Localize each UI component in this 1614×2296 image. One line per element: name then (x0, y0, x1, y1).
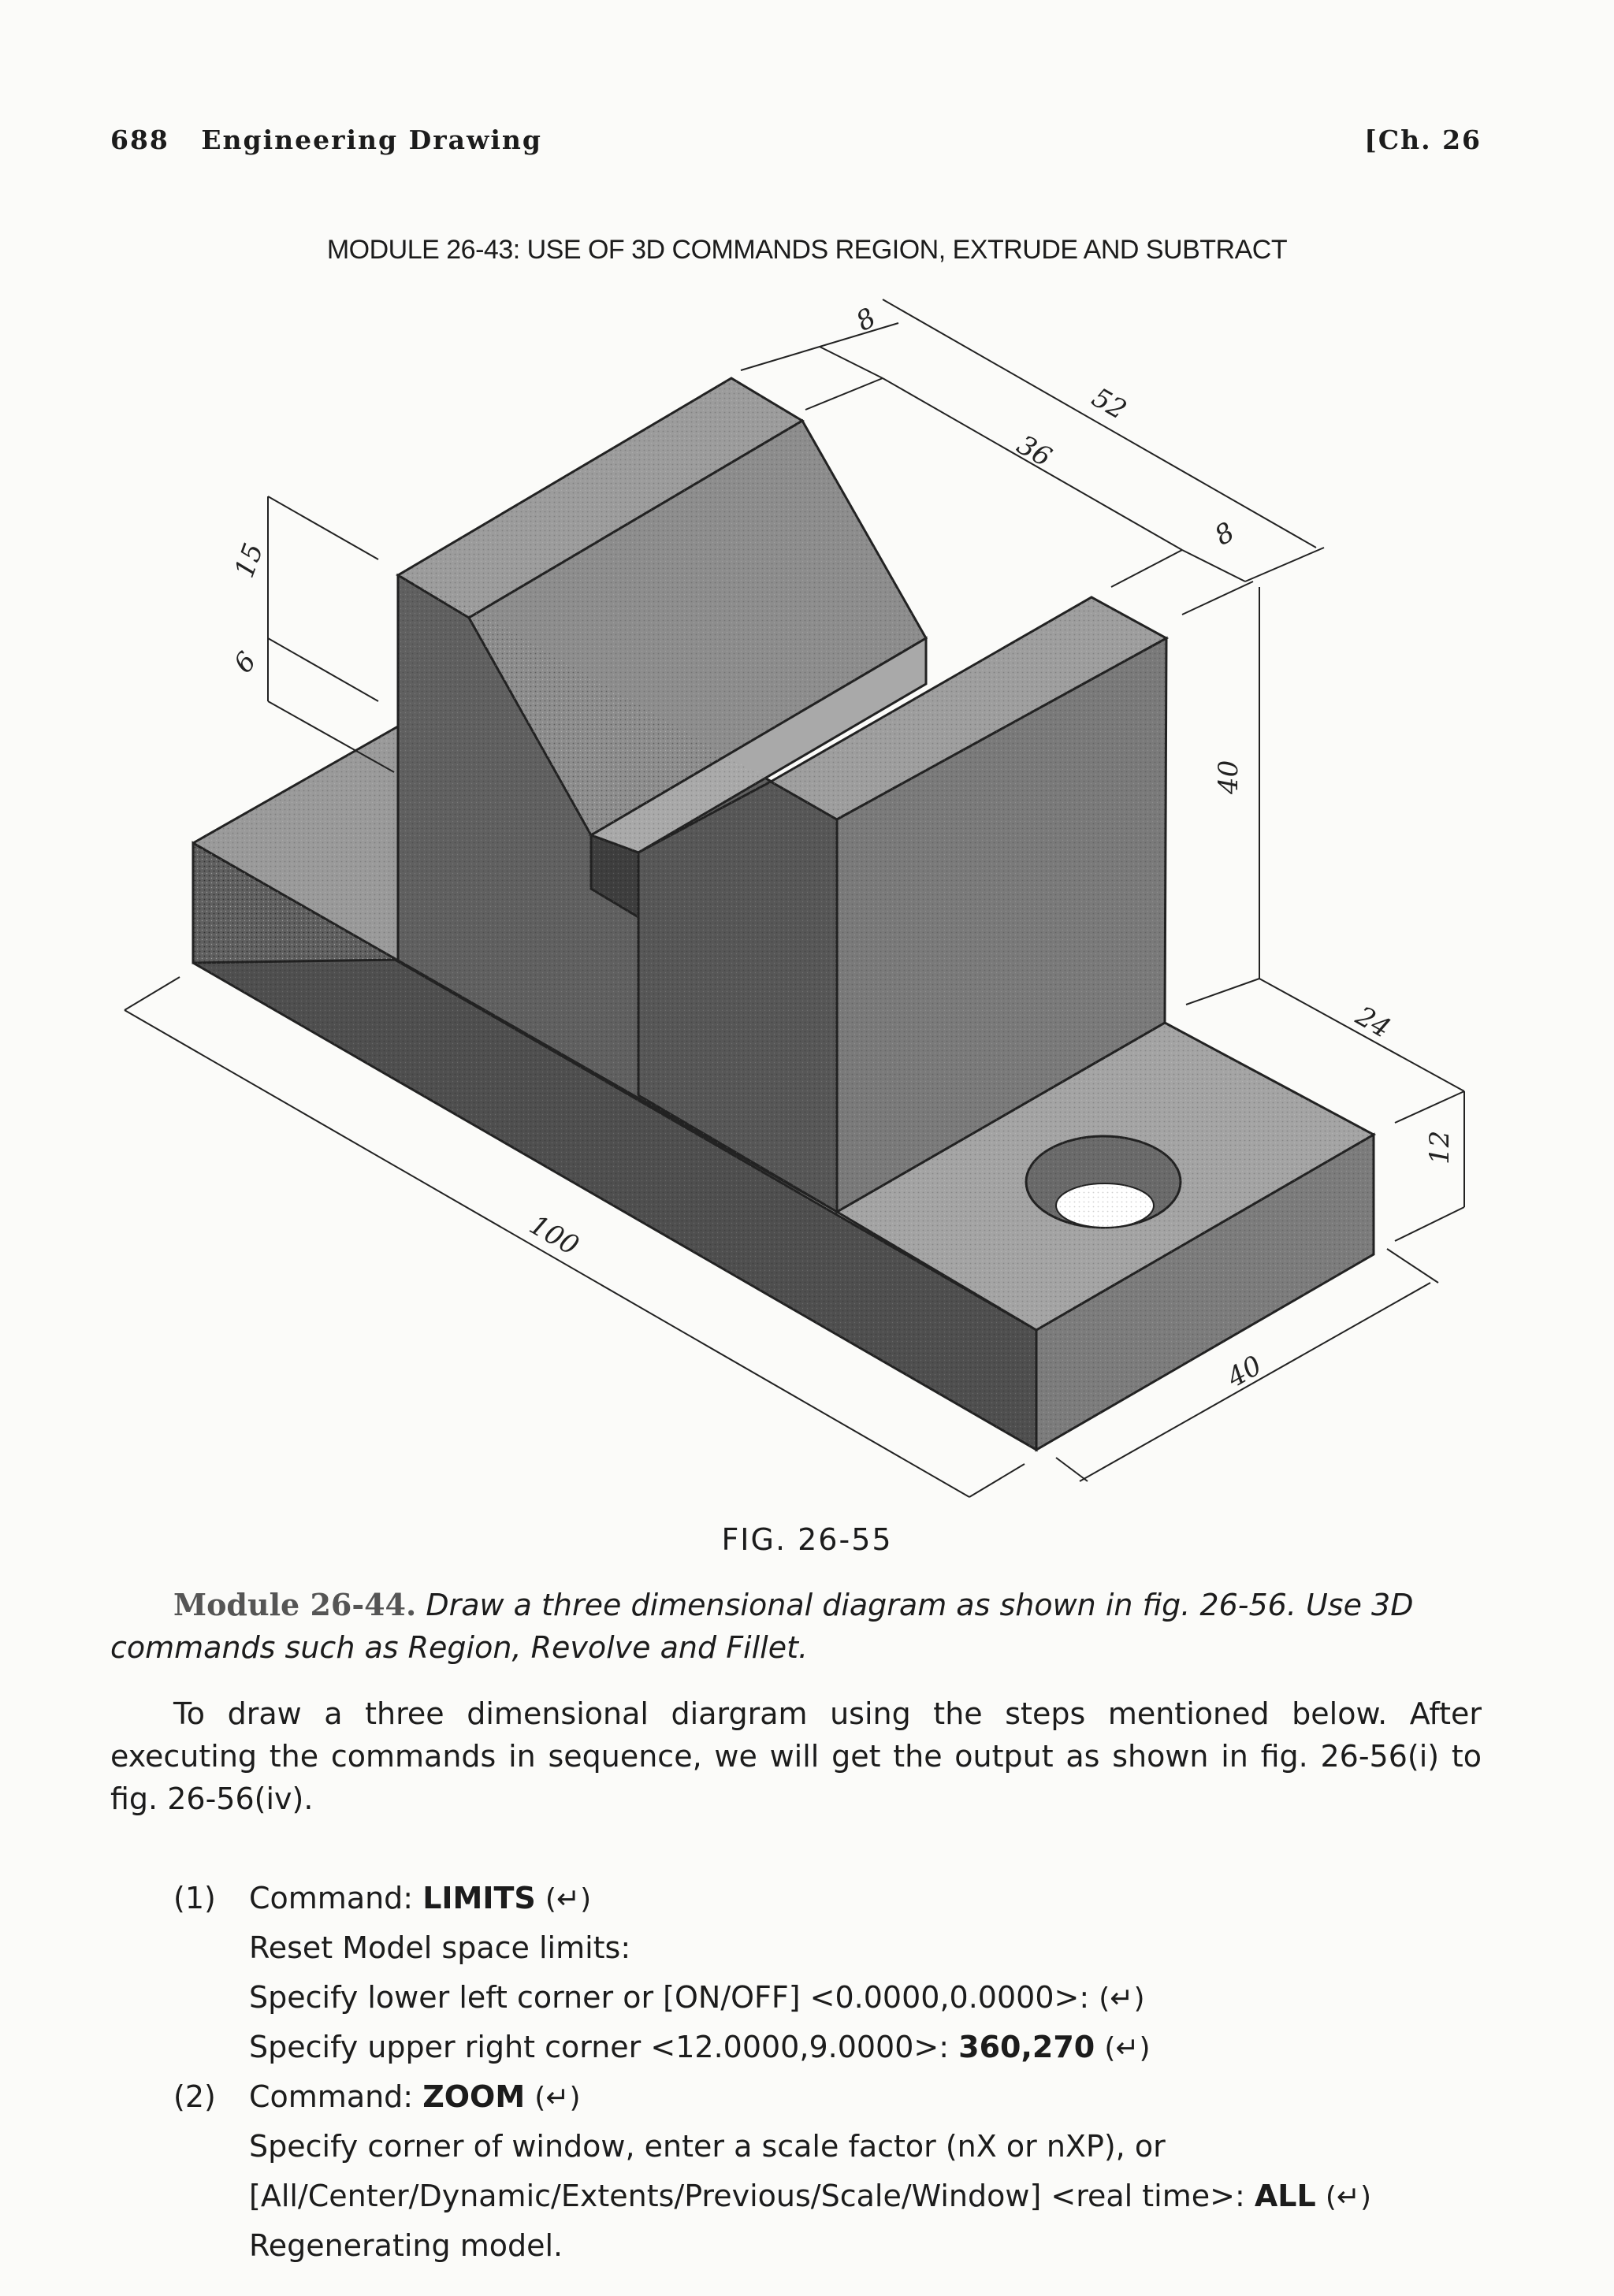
dim-label: 100 (523, 1209, 585, 1262)
dim-label: 8 (850, 302, 882, 338)
command-name: LIMITS (422, 1881, 536, 1915)
dim-label: 40 (1213, 760, 1244, 794)
dim-label: 8 (1209, 516, 1240, 552)
step-line (110, 2172, 1482, 2221)
command-label: Command: (249, 1881, 414, 1915)
book-title: Engineering Drawing (201, 124, 542, 155)
step-line (110, 2122, 1482, 2172)
module-title: MODULE 26-43: USE OF 3D COMMANDS REGION, EXTRUDE AND SUBTRACT (326, 235, 1288, 265)
dim-label: 12 (1424, 1130, 1456, 1165)
dim-label: 36 (1011, 429, 1057, 474)
command-label: Command: (249, 2079, 414, 2114)
running-header (110, 124, 1482, 169)
step-2 (110, 2072, 1482, 2122)
enter-key-icon: (↵) (545, 1883, 592, 1915)
step-text: Specify lower left corner or [ON/OFF] <0.0000,0.0000>: (249, 1980, 1090, 2015)
figure-caption: FIG. 26-55 (721, 1522, 893, 1557)
module-text: Draw a three dimensional diagram as shown in fig. 26-56. Use 3D commands such as Region, Revolve and Fillet. (110, 1588, 1414, 1665)
command-name: ZOOM (422, 2079, 526, 2114)
stipple-texture (193, 378, 1374, 1450)
step-line (110, 2221, 1482, 2271)
step-text: Specify upper right corner <12.0000,9.0000>: (249, 2030, 950, 2064)
enter-key-icon: (↵) (1104, 2032, 1151, 2064)
dim-label: 40 (1222, 1349, 1267, 1395)
step-number: (1) (173, 1881, 216, 1915)
step-value: 360,270 (958, 2030, 1095, 2064)
module-heading: Module 26-44. (173, 1587, 417, 1622)
intro-paragraph: To draw a three dimensional diargram using the steps mentioned below. After executing the commands in sequence, we will get the output as shown in fig. 26-56(i) to fig. 26-56(iv). (110, 1696, 1482, 1816)
isometric-drawing (95, 292, 1513, 1505)
dim-label: 52 (1086, 381, 1132, 426)
step-text: [All/Center/Dynamic/Extents/Previous/Scale/Window] <real time>: (249, 2179, 1245, 2213)
enter-key-icon: (↵) (534, 2082, 581, 2114)
dim-label: 15 (229, 539, 270, 582)
chapter-label: [Ch. 26 (1364, 124, 1482, 155)
step-line (110, 1923, 1482, 1973)
step-text: Specify corner of window, enter a scale factor (nX or nXP), or (249, 2129, 1166, 2164)
enter-key-icon: (↵) (1325, 2181, 1372, 2213)
page-number: 688 (110, 124, 169, 155)
step-line (110, 1973, 1482, 2023)
step-line (110, 2023, 1482, 2072)
dim-label: 6 (227, 645, 263, 680)
header-left (110, 124, 542, 155)
enter-key-icon: (↵) (1099, 1982, 1145, 2015)
step-value: ALL (1254, 2179, 1316, 2213)
command-steps (110, 1874, 1482, 2271)
step-text: Reset Model space limits: (249, 1930, 631, 1965)
module-paragraph (110, 1584, 1482, 1669)
step-number: (2) (173, 2079, 216, 2114)
step-1 (110, 1874, 1482, 1923)
step-text: Regenerating model. (249, 2228, 563, 2263)
dim-label: 24 (1350, 1000, 1396, 1045)
